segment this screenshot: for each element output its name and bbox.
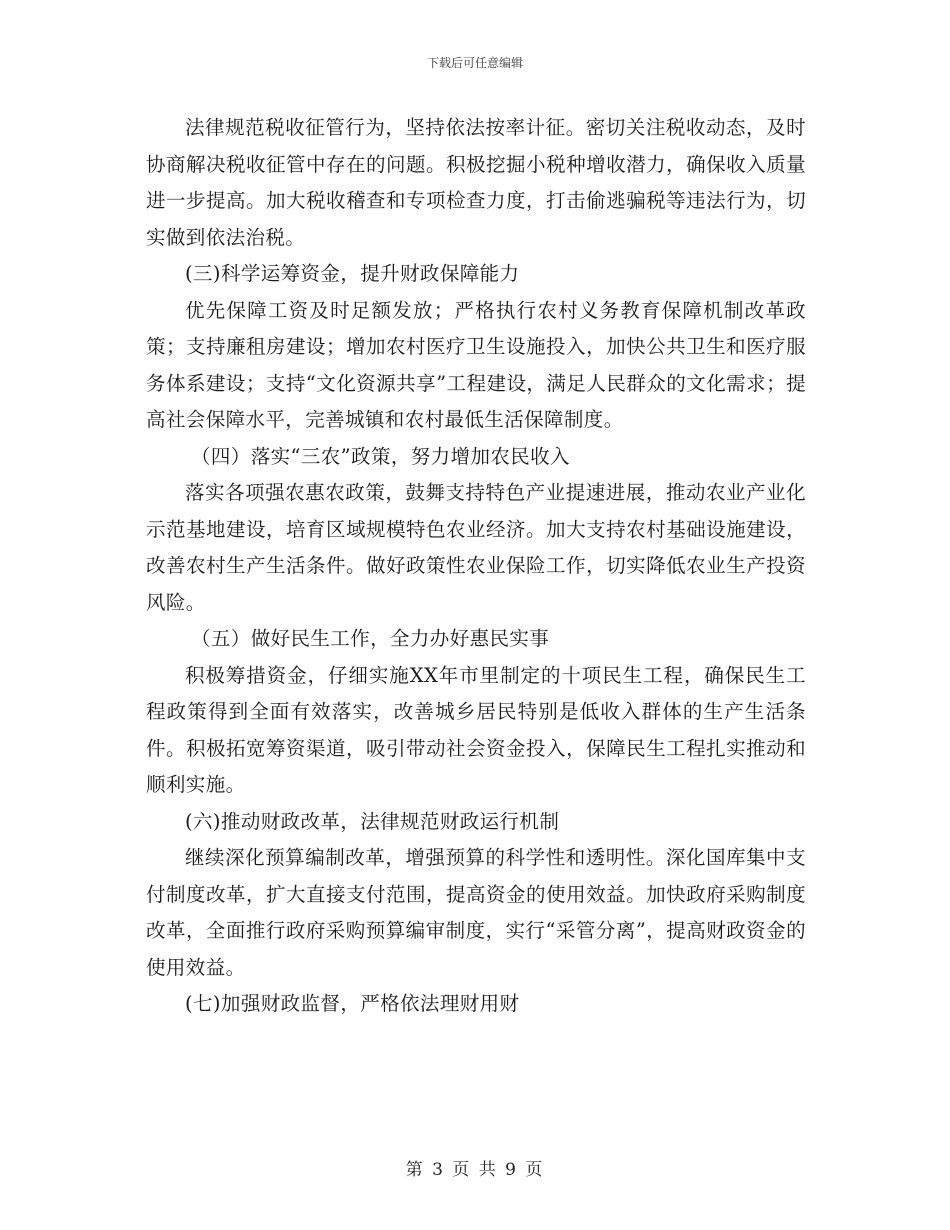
section-heading-5: （五）做好民生工作，全力办好惠民实事 (191, 627, 550, 650)
section-heading-4: （四）落实“三农”政策，努力增加农民收入 (191, 444, 570, 468)
paragraph-agriculture: 落实各项强农惠农政策，鼓舞支持特色产业提速进展，推动农业产业化示范基地建设，培育区域规模特色农业经济。加大支持农村基础设施建设，改善农村生产生活条件。做好政策性农业保险工作，切实降低农业生产投资风险。 (146, 481, 806, 614)
header-note: 下载后可任意编辑 (426, 56, 523, 70)
document-body (146, 110, 806, 1023)
paragraph-tax-regulation: 法律规范税收征管行为，坚持依法按率计征。密切关注税收动态，及时协商解决税收征管中存在的问题。积极挖掘小税种增收潜力，确保收入质量进一步提高。加大税收稽查和专项检查力度，打击偷逃骗税等违法行为，切实做到依法治税。 (146, 116, 806, 249)
page-number: 第 3 页 共 9 页 (405, 1160, 545, 1180)
paragraph-fiscal-reform: 继续深化预算编制改革，增强预算的科学性和透明性。深化国库集中支付制度改革，扩大直接支付范围，提高资金的使用效益。加快政府采购制度改革，全面推行政府采购预算编审制度，实行“采管分离”，提高财政资金的使用效益。 (146, 846, 806, 979)
section-heading-6: (六)推动财政改革，法律规范财政运行机制 (185, 809, 560, 833)
paragraph-fund-allocation: 优先保障工资及时足额发放；严格执行农村义务教育保障机制改革政策；支持廉租房建设；增加农村医疗卫生设施投入，加快公共卫生和医疗服务体系建设；支持“文化资源共享”工程建设，满足人民群众的文化需求；提高社会保障水平，完善城镇和农村最低生活保障制度。 (146, 298, 806, 431)
paragraph-livelihood: 积极筹措资金，仔细实施XX年市里制定的十项民生工程，确保民生工程政策得到全面有效落实，改善城乡居民特别是低收入群体的生产生活条件。积极拓宽筹资渠道，吸引带动社会资金投入，保障民生工程扎实推动和顺利实施。 (146, 663, 806, 796)
section-heading-7: (七)加强财政监督，严格依法理财用财 (185, 992, 520, 1015)
section-heading-3: (三)科学运筹资金，提升财政保障能力 (185, 262, 520, 285)
